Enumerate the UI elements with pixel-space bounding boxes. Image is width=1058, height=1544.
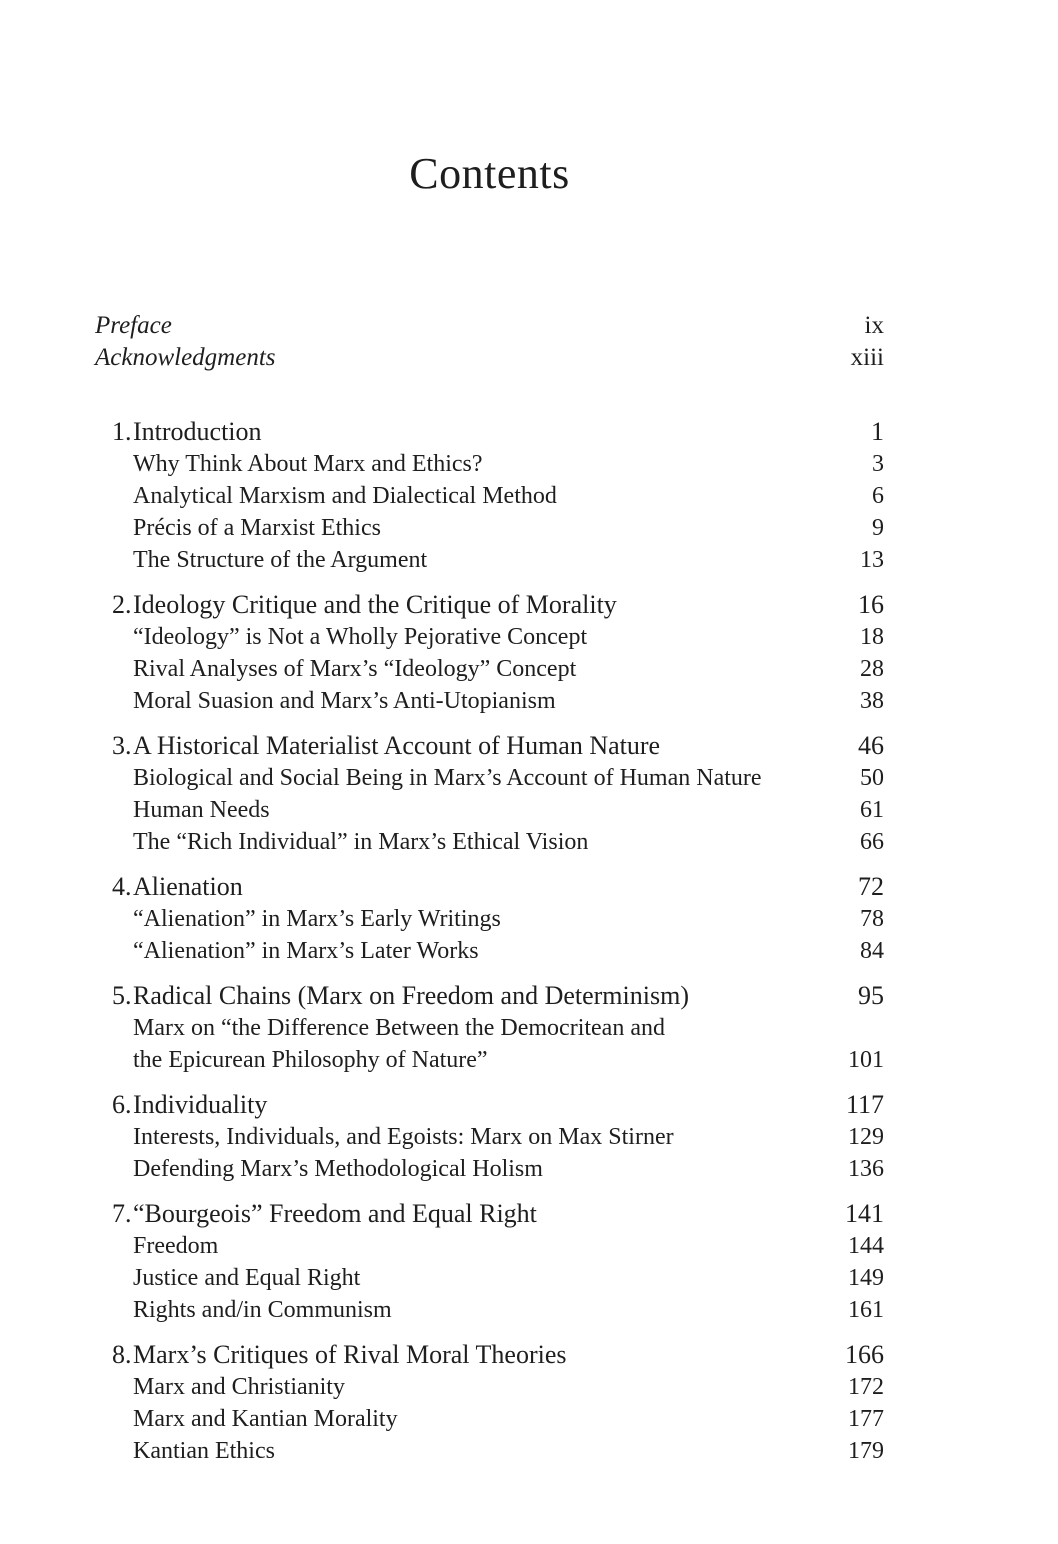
toc-section-page: 50 — [860, 765, 884, 791]
toc-section-label: Interests, Individuals, and Egoists: Marx on Max Stirner — [133, 1124, 674, 1150]
toc-chapter-heading-label — [95, 1198, 845, 1230]
toc-section-row — [95, 1044, 884, 1076]
toc-chapter-heading — [95, 980, 884, 1012]
toc-chapter-heading — [95, 1339, 884, 1371]
toc-section-row — [95, 653, 884, 685]
toc-chapter-heading — [95, 589, 884, 621]
toc-chapter-group — [95, 980, 884, 1076]
toc-section-page: 18 — [860, 624, 884, 650]
toc-section-page: 9 — [872, 515, 884, 541]
toc-front-matter-entry — [95, 310, 884, 342]
toc-chapter-heading-label — [95, 416, 871, 448]
page-title: Contents — [409, 149, 570, 198]
toc-section-row — [95, 903, 884, 935]
chapter-number: 7. — [112, 1199, 132, 1228]
toc-section-row — [95, 1435, 884, 1467]
toc-section-label: The Structure of the Argument — [133, 547, 428, 573]
toc-section-row — [95, 1012, 884, 1044]
chapter-title: “Bourgeois” Freedom and Equal Right — [133, 1199, 537, 1228]
toc-section-row — [95, 1230, 884, 1262]
chapter-page: 117 — [845, 1090, 884, 1119]
toc-section-page: 136 — [848, 1156, 884, 1182]
toc-section-page: 172 — [848, 1374, 884, 1400]
chapter-number: 1. — [112, 417, 132, 446]
chapter-title: Radical Chains (Marx on Freedom and Determinism) — [133, 981, 689, 1010]
toc-chapter-heading-label — [95, 589, 858, 621]
toc-section-row — [95, 762, 884, 794]
toc-section-label: “Alienation” in Marx’s Later Works — [133, 938, 479, 964]
toc-section-page: 78 — [860, 906, 884, 932]
toc-section-row — [95, 794, 884, 826]
toc-chapter-heading — [95, 871, 884, 903]
toc-section-label: Rights and/in Communism — [133, 1297, 392, 1323]
toc-chapter-heading-label — [95, 1339, 845, 1371]
toc-section-row — [95, 621, 884, 653]
toc-chapter-heading — [95, 730, 884, 762]
toc-section-row — [95, 1153, 884, 1185]
toc-section-label: Analytical Marxism and Dialectical Method — [133, 483, 557, 509]
toc-section-row — [95, 480, 884, 512]
toc-chapter-group — [95, 1089, 884, 1185]
toc-section-page: 38 — [860, 688, 884, 714]
toc-section-label: Why Think About Marx and Ethics? — [133, 451, 483, 477]
front-matter-list — [95, 310, 884, 374]
chapter-number: 6. — [112, 1090, 132, 1119]
toc-chapter-heading — [95, 1198, 884, 1230]
toc-chapter-heading-label — [95, 1089, 846, 1121]
toc-section-row — [95, 685, 884, 717]
chapter-page: 72 — [858, 872, 884, 901]
toc-section-label: “Alienation” in Marx’s Early Writings — [133, 906, 501, 932]
toc-section-label: Freedom — [133, 1233, 219, 1259]
table-of-contents — [95, 310, 884, 1467]
toc-section-row — [95, 826, 884, 858]
toc-section-page: 3 — [872, 451, 884, 477]
toc-entry-page: ix — [864, 312, 884, 339]
chapter-number: 3. — [112, 731, 132, 760]
toc-section-page: 61 — [860, 797, 884, 823]
toc-section-page: 101 — [848, 1047, 884, 1073]
toc-front-matter-entry — [95, 342, 884, 374]
chapter-page: 1 — [871, 417, 884, 446]
toc-chapter-group — [95, 1198, 884, 1326]
chapter-number: 4. — [112, 872, 132, 901]
chapter-title: Alienation — [133, 872, 243, 901]
chapter-title: Ideology Critique and the Critique of Morality — [133, 590, 617, 619]
toc-section-label: Justice and Equal Right — [133, 1265, 361, 1291]
chapter-number: 5. — [112, 981, 132, 1010]
toc-section-page: 161 — [848, 1297, 884, 1323]
toc-section-page: 144 — [848, 1233, 884, 1259]
toc-chapter-group — [95, 1339, 884, 1467]
chapter-number: 2. — [112, 590, 132, 619]
toc-chapter-group — [95, 730, 884, 858]
toc-section-label: Kantian Ethics — [133, 1438, 275, 1464]
toc-chapter-group — [95, 416, 884, 576]
chapter-page: 95 — [858, 981, 884, 1010]
toc-section-label: Moral Suasion and Marx’s Anti-Utopianism — [133, 688, 556, 714]
toc-section-label: Précis of a Marxist Ethics — [133, 515, 381, 541]
toc-section-label: The “Rich Individual” in Marx’s Ethical Vision — [133, 829, 589, 855]
chapter-page: 16 — [858, 590, 884, 619]
chapter-number: 8. — [112, 1340, 132, 1369]
toc-section-row — [95, 512, 884, 544]
toc-section-label: Human Needs — [133, 797, 270, 823]
toc-section-row — [95, 935, 884, 967]
toc-entry-label: Preface — [95, 312, 172, 339]
toc-section-label: Defending Marx’s Methodological Holism — [133, 1156, 543, 1182]
toc-section-row — [95, 1294, 884, 1326]
toc-chapter-heading-label — [95, 871, 858, 903]
toc-section-label: Marx and Kantian Morality — [133, 1406, 398, 1432]
toc-section-page: 28 — [860, 656, 884, 682]
toc-section-label: Rival Analyses of Marx’s “Ideology” Concept — [133, 656, 577, 682]
toc-entry-page: xiii — [850, 344, 884, 371]
toc-chapter-heading-label — [95, 730, 858, 762]
toc-section-label: Marx and Christianity — [133, 1374, 345, 1400]
toc-section-row — [95, 544, 884, 576]
toc-section-row — [95, 1371, 884, 1403]
toc-section-page: 177 — [848, 1406, 884, 1432]
chapter-list — [95, 416, 884, 1467]
toc-section-row — [95, 1121, 884, 1153]
toc-section-label: the Epicurean Philosophy of Nature” — [133, 1047, 488, 1073]
toc-section-row — [95, 1403, 884, 1435]
toc-section-label: “Ideology” is Not a Wholly Pejorative Concept — [133, 624, 588, 650]
toc-entry-label: Acknowledgments — [95, 344, 276, 371]
toc-chapter-group — [95, 589, 884, 717]
toc-section-page: 84 — [860, 938, 884, 964]
chapter-page: 141 — [845, 1199, 884, 1228]
toc-section-page: 179 — [848, 1438, 884, 1464]
toc-section-label: Marx on “the Difference Between the Democritean and — [133, 1015, 665, 1041]
toc-section-row — [95, 448, 884, 480]
toc-section-page: 13 — [860, 547, 884, 573]
toc-chapter-group — [95, 871, 884, 967]
toc-section-page: 149 — [848, 1265, 884, 1291]
chapter-title: A Historical Materialist Account of Human Nature — [133, 731, 661, 760]
chapter-title: Individuality — [133, 1090, 268, 1119]
chapter-page: 166 — [845, 1340, 884, 1369]
chapter-title: Introduction — [133, 417, 262, 446]
toc-chapter-heading-label — [95, 980, 858, 1012]
chapter-title: Marx’s Critiques of Rival Moral Theories — [133, 1340, 567, 1369]
toc-section-row — [95, 1262, 884, 1294]
toc-section-page: 6 — [872, 483, 884, 509]
toc-chapter-heading — [95, 1089, 884, 1121]
toc-section-label: Biological and Social Being in Marx’s Account of Human Nature — [133, 765, 762, 791]
chapter-page: 46 — [858, 731, 884, 760]
toc-chapter-heading — [95, 416, 884, 448]
toc-section-page: 129 — [848, 1124, 884, 1150]
toc-section-page: 66 — [860, 829, 884, 855]
